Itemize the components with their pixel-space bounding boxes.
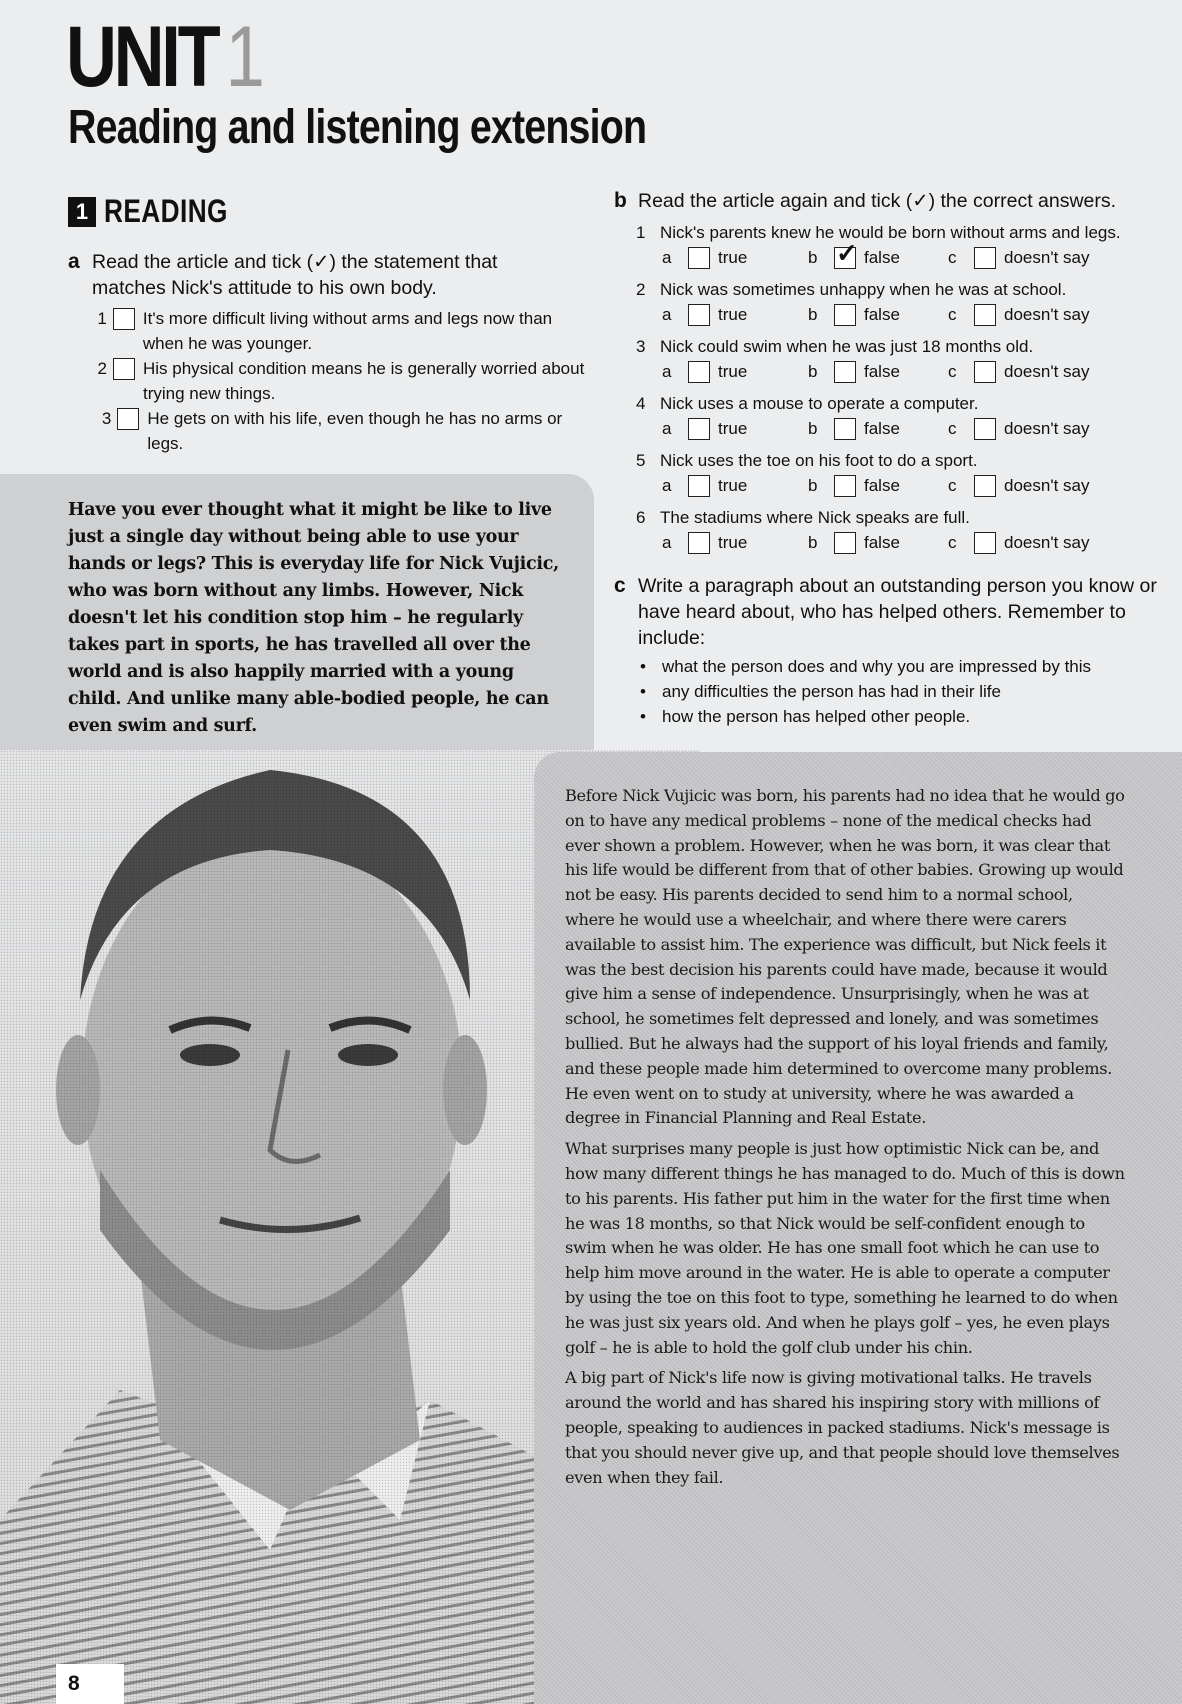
- option-label: doesn't say: [1004, 476, 1090, 495]
- task-c-bullets: [640, 654, 1160, 729]
- option-label: true: [718, 533, 748, 552]
- question-text: Nick uses the toe on his foot to do a sport.: [660, 451, 978, 470]
- option-letter: b: [808, 419, 818, 438]
- question-text: Nick uses a mouse to operate a computer.: [660, 394, 979, 413]
- unit-number: 1: [225, 9, 262, 105]
- answer-options: [636, 530, 1176, 555]
- checkbox[interactable]: [688, 304, 710, 326]
- question-text: The stadiums where Nick speaks are full.: [660, 508, 970, 527]
- checkbox[interactable]: [113, 358, 135, 380]
- option-label: false: [864, 419, 900, 438]
- article-paragraph: Before Nick Vujicic was born, his parents had no idea that he would go on to have any medical problems – none of the medical checks had ever shown a problem. However, when he was born, it was clear that his life would be different from that of other babies. Growing up would not be easy. His parents decided to send him to a normal school, where he would use a wheelchair, and where there were carers available to assist him. The experience was difficult, but Nick feels it was the best decision his parents could have made, because it would give him a sense of independence. Unsurprisingly, when he was at school, he sometimes felt depressed and lonely, and was sometimes bullied. But he always had the support of his loyal friends and family, and these people made him determined to overcome many problems. He even went on to study at university, where he was awarded a degree in Financial Planning and Real Estate.: [565, 786, 1125, 1128]
- answer-option[interactable]: [948, 530, 1089, 555]
- option-letter: a: [662, 305, 672, 324]
- answer-options: [636, 302, 1176, 327]
- checkbox[interactable]: [688, 361, 710, 383]
- checkbox[interactable]: [974, 361, 996, 383]
- option-label: false: [864, 476, 900, 495]
- answer-option[interactable]: [662, 245, 808, 270]
- answer-option[interactable]: [948, 416, 1089, 441]
- option-letter: c: [948, 362, 957, 381]
- option-letter: b: [808, 362, 818, 381]
- option-letter: a: [662, 419, 672, 438]
- question-number: 1: [636, 223, 646, 242]
- task-b-question: [636, 220, 1176, 270]
- option-label: doesn't say: [1004, 362, 1090, 381]
- option-letter: c: [948, 248, 957, 267]
- checkbox[interactable]: [113, 308, 135, 330]
- page-number: 8: [56, 1664, 124, 1704]
- task-c-letter: c: [614, 574, 626, 597]
- task-a-item: [90, 306, 590, 356]
- question-text: Nick's parents knew he would be born without arms and legs.: [660, 223, 1121, 242]
- answer-option[interactable]: [662, 302, 808, 327]
- task-b-letter: b: [614, 189, 627, 212]
- answer-option[interactable]: [662, 416, 808, 441]
- list-item: • any difficulties the person has had in their life: [640, 679, 1160, 704]
- option-letter: b: [808, 305, 818, 324]
- article-paragraph: What surprises many people is just how optimistic Nick can be, and how many different things he has managed to do. Much of this is down to his parents. His father put him in the water for the first time when he was 18 months, so that Nick would be self-confident enough to swim when he was older. He has one small foot which he can use to help him move around in the water. He is able to operate a computer by using the toe on this foot to type, something he learned to do when he was just six years old. And when he plays golf – yes, he even plays golf – he is able to hold the golf club under his chin.: [565, 1139, 1125, 1357]
- option-label: true: [718, 305, 748, 324]
- question-statement: [636, 334, 1176, 359]
- option-label: true: [718, 248, 748, 267]
- option-letter: c: [948, 533, 957, 552]
- option-label: false: [864, 362, 900, 381]
- option-letter: c: [948, 305, 957, 324]
- checkbox[interactable]: [688, 532, 710, 554]
- option-letter: a: [662, 248, 672, 267]
- option-label: true: [718, 476, 748, 495]
- option-label: true: [718, 419, 748, 438]
- question-number: 5: [636, 451, 646, 470]
- section-heading: [68, 193, 255, 230]
- option-label: true: [718, 362, 748, 381]
- answer-option[interactable]: [662, 359, 808, 384]
- page-subtitle: Reading and listening extension: [68, 101, 647, 154]
- question-statement: [636, 505, 1176, 530]
- checkbox[interactable]: [834, 418, 856, 440]
- answer-options: [636, 416, 1176, 441]
- checkbox[interactable]: [688, 418, 710, 440]
- task-b-questions: [636, 220, 1176, 562]
- task-a-item-number: 1: [97, 309, 107, 328]
- article-paragraph: A big part of Nick's life now is giving motivational talks. He travels around the world and has shared his inspiring story with millions of people, speaking to audiences in packed stadiums. Nick's message is that you should never give up, and that people should love themselves even when they fail.: [565, 1368, 1120, 1487]
- task-b-instruction: Read the article again and tick (✓) the correct answers.: [638, 190, 1117, 212]
- checkbox[interactable]: [117, 408, 139, 430]
- task-b-question: [636, 334, 1176, 384]
- question-number: 3: [636, 337, 646, 356]
- question-text: Nick could swim when he was just 18 months old.: [660, 337, 1034, 356]
- task-a-item: [90, 356, 590, 406]
- option-label: false: [864, 248, 900, 267]
- task-b-question: [636, 277, 1176, 327]
- checkbox[interactable]: [974, 304, 996, 326]
- task-a-instruction: Read the article and tick (✓) the statement that matches Nick's attitude to his own body.: [92, 251, 498, 299]
- question-number: 4: [636, 394, 646, 413]
- checkbox[interactable]: [974, 247, 996, 269]
- question-number: 6: [636, 508, 646, 527]
- list-item: • how the person has helped other people.: [640, 704, 1160, 729]
- answer-options: [636, 237, 1176, 270]
- answer-options: [636, 359, 1176, 384]
- question-text: Nick was sometimes unhappy when he was at school.: [660, 280, 1067, 299]
- question-statement: [636, 391, 1176, 416]
- option-letter: c: [948, 476, 957, 495]
- answer-option[interactable]: [808, 237, 948, 270]
- option-letter: b: [808, 533, 818, 552]
- checkbox[interactable]: [688, 475, 710, 497]
- option-letter: a: [662, 362, 672, 381]
- option-letter: b: [808, 476, 818, 495]
- option-label: doesn't say: [1004, 248, 1090, 267]
- checkbox[interactable]: [834, 237, 858, 269]
- task-a-options: [90, 306, 590, 456]
- option-label: doesn't say: [1004, 305, 1090, 324]
- answer-option[interactable]: [662, 473, 808, 498]
- section-title: READING: [104, 193, 228, 229]
- article: [565, 784, 1125, 1496]
- option-label: false: [864, 533, 900, 552]
- list-item: • what the person does and why you are impressed by this: [640, 654, 1160, 679]
- option-letter: a: [662, 533, 672, 552]
- tick-mark: ✓: [836, 237, 858, 268]
- option-letter: b: [808, 248, 818, 267]
- answer-option[interactable]: [808, 359, 948, 384]
- task-b-question: [636, 391, 1176, 441]
- checkbox[interactable]: [834, 475, 856, 497]
- question-statement: [636, 277, 1176, 302]
- checkbox[interactable]: [834, 304, 856, 326]
- answer-option[interactable]: [808, 530, 948, 555]
- question-number: 2: [636, 280, 646, 299]
- answer-options: [636, 473, 1176, 498]
- task-b-question: [636, 448, 1176, 498]
- answer-option[interactable]: [662, 530, 808, 555]
- task-a-item-number: 3: [101, 409, 112, 428]
- task-a-item: [90, 406, 590, 456]
- option-label: doesn't say: [1004, 533, 1090, 552]
- intro-text: Have you ever thought what it might be like to live just a single day without being able to use your hands or legs? This is everyday life for Nick Vujicic, who was born without any limbs. However, Nick doesn't let his condition stop him – he regularly takes part in sports, he has travelled all over the world and is also happily married with a young child. And unlike many able-bodied people, he can even swim and surf.: [68, 500, 559, 736]
- task-a-item-text: His physical condition means he is generally worried about trying new things.: [143, 359, 585, 403]
- checkbox[interactable]: [834, 532, 856, 554]
- task-b-question: [636, 505, 1176, 555]
- unit-label: UNIT: [66, 9, 218, 105]
- option-label: doesn't say: [1004, 419, 1090, 438]
- checkbox[interactable]: [834, 361, 856, 383]
- answer-option[interactable]: [948, 359, 1089, 384]
- show-through-text: [720, 22, 1160, 117]
- answer-option[interactable]: [808, 416, 948, 441]
- question-statement: [636, 220, 1176, 245]
- task-a-item-text: He gets on with his life, even though he has no arms or legs.: [147, 409, 563, 453]
- task-a-item-text: It's more difficult living without arms and legs now than when he was younger.: [142, 309, 553, 353]
- option-label: false: [864, 305, 900, 324]
- checkbox[interactable]: [974, 475, 996, 497]
- answer-option[interactable]: [948, 302, 1089, 327]
- unit-title: [66, 9, 262, 105]
- option-letter: c: [948, 419, 957, 438]
- option-letter: a: [662, 476, 672, 495]
- task-a-letter: a: [68, 250, 80, 273]
- section-number: 1: [68, 197, 96, 227]
- task-a-item-number: 2: [97, 359, 107, 378]
- answer-option[interactable]: [948, 245, 1089, 270]
- task-c-instruction: Write a paragraph about an outstanding person you know or have heard about, who has helped others. Remember to include:: [638, 575, 1157, 649]
- answer-option[interactable]: [808, 302, 948, 327]
- checkbox[interactable]: [974, 418, 996, 440]
- answer-option[interactable]: [948, 473, 1089, 498]
- question-statement: [636, 448, 1176, 473]
- checkbox[interactable]: [688, 247, 710, 269]
- checkbox[interactable]: [974, 532, 996, 554]
- answer-option[interactable]: [808, 473, 948, 498]
